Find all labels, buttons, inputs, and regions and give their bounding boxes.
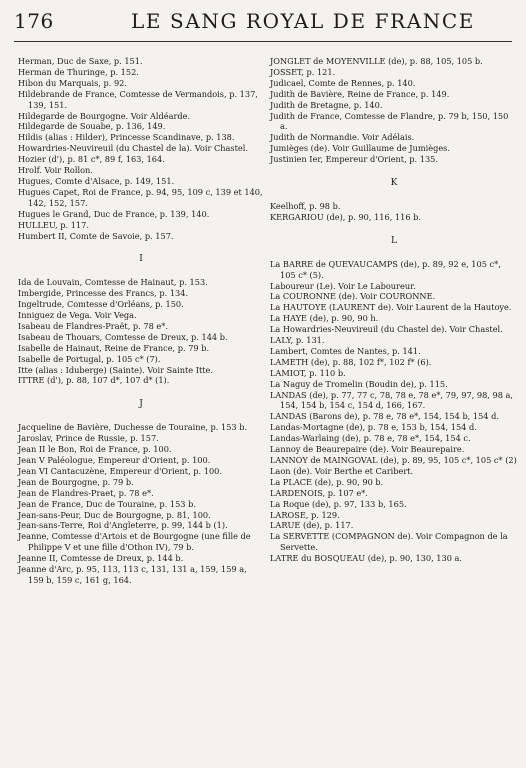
index-entry: Jumièges (de). Voir Guillaume de Jumièges. (270, 143, 450, 154)
section-letter-k: K (390, 178, 398, 189)
index-entry: Isabeau de Flandres-Praët, p. 78 e*. (18, 320, 168, 331)
index-entry: Hildegarde de Bourgogne. Voir Aldéarde. (18, 110, 191, 121)
index-entry: Isabelle de Portugal, p. 105 c* (7). (18, 353, 161, 364)
index-entry: Judith de Bretagne, p. 140. (270, 99, 383, 110)
index-entry: LATRE du BOSQUEAU (de), p. 90, 130, 130 a. (270, 553, 463, 564)
index-entry: LAMETH (de), p. 88, 102 f*, 102 f* (6). (270, 356, 432, 367)
index-entry: Jean-sans-Peur, Duc de Bourgogne, p. 81, 100. (18, 509, 211, 520)
index-entry: Hugues le Grand, Duc de France, p. 139, 140. (18, 208, 210, 219)
index-entry: Hozier (d'), p. 81 c*, 89 f, 163, 164. (18, 154, 165, 165)
index-entry: Humbert II, Comte de Savoie, p. 157. (18, 230, 174, 241)
index-entry: Judith de Normandie. Voir Adélais. (270, 132, 415, 143)
index-entry: La Roque (de), p. 97, 133 b, 165. (270, 498, 407, 509)
index-entry: LAROSE, p. 129. (270, 509, 340, 520)
index-entry: HULLEU, p. 117. (18, 219, 89, 230)
index-entry: Inniguez de Vega. Voir Vega. (18, 310, 137, 321)
index-entry: Isabelle de Hainaut, Reine de France, p. 79 b. (18, 342, 210, 353)
index-entry: LANDAS (Barons de), p. 78 e, 78 e*, 154, 154 b, 154 d. (270, 411, 499, 422)
index-entry: JONGLET de MOYENVILLE (de), p. 88, 105, 105 b. (270, 56, 483, 66)
index-entry: Isabeau de Thouars, Comtesse de Dreux, p. 144 b. (18, 331, 228, 342)
section-j-continued-entries (270, 56, 518, 165)
index-entry: Justinien Ier, Empereur d'Orient, p. 135. (270, 154, 438, 165)
index-entry: Jean de France, Duc de Touraine, p. 153 b. (18, 498, 196, 509)
index-entry: LAMIOT, p. 110 b. (270, 367, 346, 378)
index-entry: Landas-Mortagne (de), p. 78 e, 153 b, 154, 154 d. (270, 422, 477, 433)
index-entry: Jaroslav, Prince de Russie, p. 157. (18, 433, 159, 444)
section-i-entries (18, 277, 264, 386)
index-entry: JOSSET, p. 121. (270, 66, 336, 77)
index-entry: LARUE (de), p. 117. (270, 520, 354, 531)
header-rule (14, 41, 512, 42)
index-entry: Hildegarde de Souabe, p. 136, 149. (18, 121, 166, 132)
index-entry: Jeanne, Comtesse d'Artois et de Bourgogne (une fille de Philippe V et une fille d'Othon IV), 79 b. (18, 531, 251, 553)
index-entry: Jean V Paléologue, Empereur d'Orient, p. 100. (18, 455, 211, 465)
index-entry: Hildis (alias : Hilder), Princesse Scandinave, p. 138. (18, 132, 235, 143)
index-entry: Laboureur (Le). Voir Le Laboureur. (270, 280, 416, 291)
running-title: LE SANG ROYAL DE FRANCE (131, 9, 475, 33)
index-entry: Lannoy de Beaurepaire (de). Voir Beaurepaire. (270, 444, 465, 455)
section-letter-j: J (139, 399, 143, 410)
index-entry: Judith de Bavière, Reine de France, p. 149. (270, 88, 450, 99)
index-entry: LANNOY de MAINGOVAL (de), p. 89, 95, 105 c*, 105 c* (2) (270, 455, 517, 465)
index-entry: Jeanne II, Comtesse de Dreux, p. 144 b. (18, 553, 184, 564)
index-entry: Hugues, Comte d'Alsace, p. 149, 151. (18, 175, 175, 186)
index-entry: Howardries-Neuvireuil (du Chastel de la). Voir Chastel. (18, 143, 248, 154)
index-entry: Hugues Capet, Roi de France, p. 94, 95, 109 c, 139 et 140, 142, 152, 157. (18, 186, 263, 208)
index-entry: La PLACE (de), p. 90, 90 b. (270, 476, 384, 487)
page-number: 176 (14, 9, 54, 33)
index-entry: Ida de Louvain, Comtesse de Hainaut, p. 153. (18, 277, 208, 288)
index-entry: Jacqueline de Bavière, Duchesse de Touraine, p. 153 b. (18, 422, 248, 433)
index-entry: KERGARIOU (de), p. 90, 116, 116 b. (270, 211, 421, 222)
index-entry: LANDAS (de), p. 77, 77 c, 78, 78 e, 78 e*, 79, 97, 98, 98 a, 154, 154 b, 154 c, 154 d, 166, 167. (270, 389, 513, 411)
index-entry: Lambert, Comtes de Nantes, p. 141. (270, 345, 421, 356)
section-j-entries (18, 422, 264, 586)
left-column (18, 56, 264, 586)
index-entry: Imbergide, Princesse des Francs, p. 134. (18, 288, 189, 299)
page-header (14, 6, 512, 40)
section-k-entries (270, 201, 518, 223)
section-letter-i: I (139, 254, 143, 265)
index-entry: Hibon du Marquais, p. 92. (18, 77, 127, 88)
section-h-entries (18, 56, 264, 241)
index-entry: LALY, p. 131. (270, 335, 325, 346)
index-entry: Jean II le Bon, Roi de France, p. 100. (18, 444, 172, 455)
index-entry: Jean de Bourgogne, p. 79 b. (18, 476, 134, 487)
index-entry: La Naguy de Tromelin (Boudin de), p. 115. (270, 378, 448, 389)
index-entry: Jeanne d'Arc, p. 95, 113, 113 c, 131, 131 a, 159, 159 a, 159 b, 159 c, 161 g, 164. (18, 564, 247, 585)
index-entry: LARDENOIS, p. 107 e*. (270, 487, 368, 498)
right-column (270, 56, 518, 564)
index-entry: Hildebrande de France, Comtesse de Vermandois, p. 137, 139, 151. (18, 88, 258, 110)
index-entry: Judicael, Comte de Rennes, p. 140. (270, 77, 416, 88)
index-entry: Hrolf. Voir Rollon. (18, 165, 93, 176)
index-entry: La BARRE de QUEVAUCAMPS (de), p. 89, 92 e, 105 c*, 105 c* (5). (270, 258, 501, 280)
index-entry: Ingeltrude, Comtesse d'Orléans, p. 150. (18, 299, 184, 310)
section-l-entries (270, 259, 518, 564)
index-entry: Herman, Duc de Saxe, p. 151. (18, 56, 143, 66)
section-letter-l: L (391, 235, 397, 246)
index-entry: La Howardries-Neuvireuil (du Chastel de). Voir Chastel. (270, 324, 503, 335)
index-entry: La COURONNE (de). Voir COURONNE. (270, 291, 436, 302)
index-entry: ITTRE (d'), p. 88, 107 d*, 107 d* (1). (18, 375, 170, 386)
index-entry: La SERVETTE (COMPAGNON de). Voir Compagnon de la Servette. (270, 531, 508, 553)
index-entry: Jean VI Cantacuzène, Empereur d'Orient, p. 100. (18, 465, 222, 476)
index-entry: Keelhoff, p. 98 b. (270, 200, 341, 211)
index-entry: La HAYE (de), p. 90, 90 h. (270, 313, 379, 324)
index-entry: La HAUTOYE (LAURENT de). Voir Laurent de la Hautoye. (270, 302, 512, 313)
index-entry: Jean de Flandres-Praet, p. 78 e*. (18, 487, 154, 498)
index-entry: Jean-sans-Terre, Roi d'Angleterre, p. 99, 144 b (1). (18, 520, 228, 531)
index-entry: Laon (de). Voir Berthe et Caribert. (270, 465, 414, 476)
index-entry: Herman de Thuringe, p. 152. (18, 66, 139, 77)
index-entry: Judith de France, Comtesse de Flandre, p. 79 b, 150, 150 a. (270, 110, 509, 132)
index-entry: Itte (alias : Iduberge) (Sainte). Voir Sainte Itte. (18, 364, 213, 375)
index-entry: Landas-Warlaing (de), p. 78 e, 78 e*, 154, 154 c. (270, 433, 471, 444)
